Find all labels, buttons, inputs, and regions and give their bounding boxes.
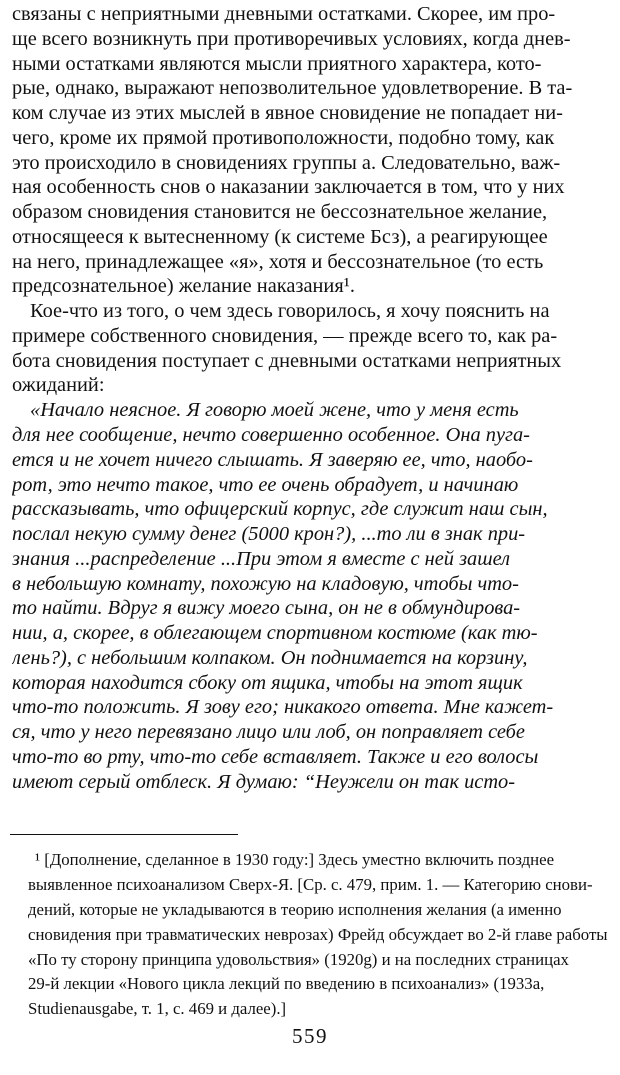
page-number: 559 [292,1024,328,1048]
text-line: чего, кроме их прямой противоположности, подобно тому, как [12,126,555,149]
dream-line: имеют серый отблеск. Я думаю: “Неужели он так исто- [12,770,516,793]
footnote-line: 29-й лекции «Нового цикла лекций по введению в психоанализ» (1933а, [28,974,545,994]
footnote-line: дений, которые не укладываются в теорию исполнения желания (а именно [28,899,562,919]
text-line: ная особенность снов о наказании заключается в том, что у них [12,176,565,199]
footnote-line: Studienausgabe, т. 1, с. 469 и далее).] [28,999,287,1019]
footnote [28,848,618,1022]
dream-line: рот, это нечто такое, что ее очень обрадует, и начинаю [12,473,519,496]
footnote-line: выявленное психоанализом Сверх-Я. [Ср. с. 479, прим. 1. — Категорию снови- [28,874,593,894]
footnote-line: «По ту сторону принципа удовольствия» (1920g) и на последних страницах [28,949,569,969]
dream-line: которая находится сбоку от ящика, чтобы на этот ящик [12,671,523,694]
footnote-divider [10,834,238,835]
dream-line: «Начало неясное. Я говорю моей жене, что у меня есть [30,399,519,422]
main-text [12,2,616,795]
dream-line: послал некую сумму денег (5000 крон?), ...то ли в знак при- [12,523,526,546]
dream-line: что-то положить. Я зову его; никакого ответа. Мне кажет- [12,696,554,719]
dream-line: ется и не хочет ничего слышать. Я заверяю ее, что, наобо- [12,448,533,471]
footnote-line: сновидения при травматических неврозах) Фрейд обсуждает во 2-й главе работы [28,924,608,944]
dream-line: рассказывать, что офицерский корпус, где служит наш сын, [12,498,548,521]
text-line: примере собственного сновидения, — прежде всего то, как ра- [12,324,558,347]
text-line: ожиданий: [12,374,105,397]
text-line: связаны с неприятными дневными остатками. Скорее, им про- [12,3,556,25]
text-line: это происходило в сновидениях группы а. Следовательно, важ- [12,151,561,174]
dream-line: ся, что у него перевязано лицо или лоб, он поправляет себе [12,721,525,744]
text-line: ными остатками являются мысли приятного характера, кото- [12,52,542,75]
text-line: на него, принадлежащее «я», хотя и бессознательное (то есть [12,250,544,273]
text-line: Кое-что из того, о чем здесь говорилось, я хочу пояснить на [30,300,550,323]
dream-line: что-то во рту, что-то себе вставляет. Также и его волосы [12,745,539,768]
text-line: относящееся к вытесненному (к системе Бсз), а реагирующее [12,225,548,248]
dream-line: в небольшую комнату, похожую на кладовую, чтобы что- [12,572,519,595]
text-line: ком случае из этих мыслей в явное сновидение не попадает ни- [12,102,563,125]
text-line: предсознательное) желание наказания¹. [12,275,355,298]
text-line: рые, однако, выражают непозволительное удовлетворение. В та- [12,77,573,100]
dream-line: знания ...распределение ...При этом я вместе с ней зашел [12,547,511,570]
text-line: ще всего возникнуть при противоречивых условиях, когда днев- [12,27,571,50]
text-line: бота сновидения поступает с дневными остатками неприятных [12,349,562,372]
dream-line: то найти. Вдруг я вижу моего сына, он не в обмундирова- [12,597,521,620]
dream-line: для нее сообщение, нечто совершенно особенное. Она пуга- [12,424,530,447]
footnote-line: ¹ [Дополнение, сделанное в 1930 году:] Здесь уместно включить позднее [35,850,555,869]
text-line: образом сновидения становится не бессознательное желание, [12,201,548,224]
dream-line: нии, а, скорее, в облегающем спортивном костюме (как тю- [12,622,538,645]
dream-line: лень?), с небольшим колпаком. Он поднимается на корзину, [12,646,528,669]
